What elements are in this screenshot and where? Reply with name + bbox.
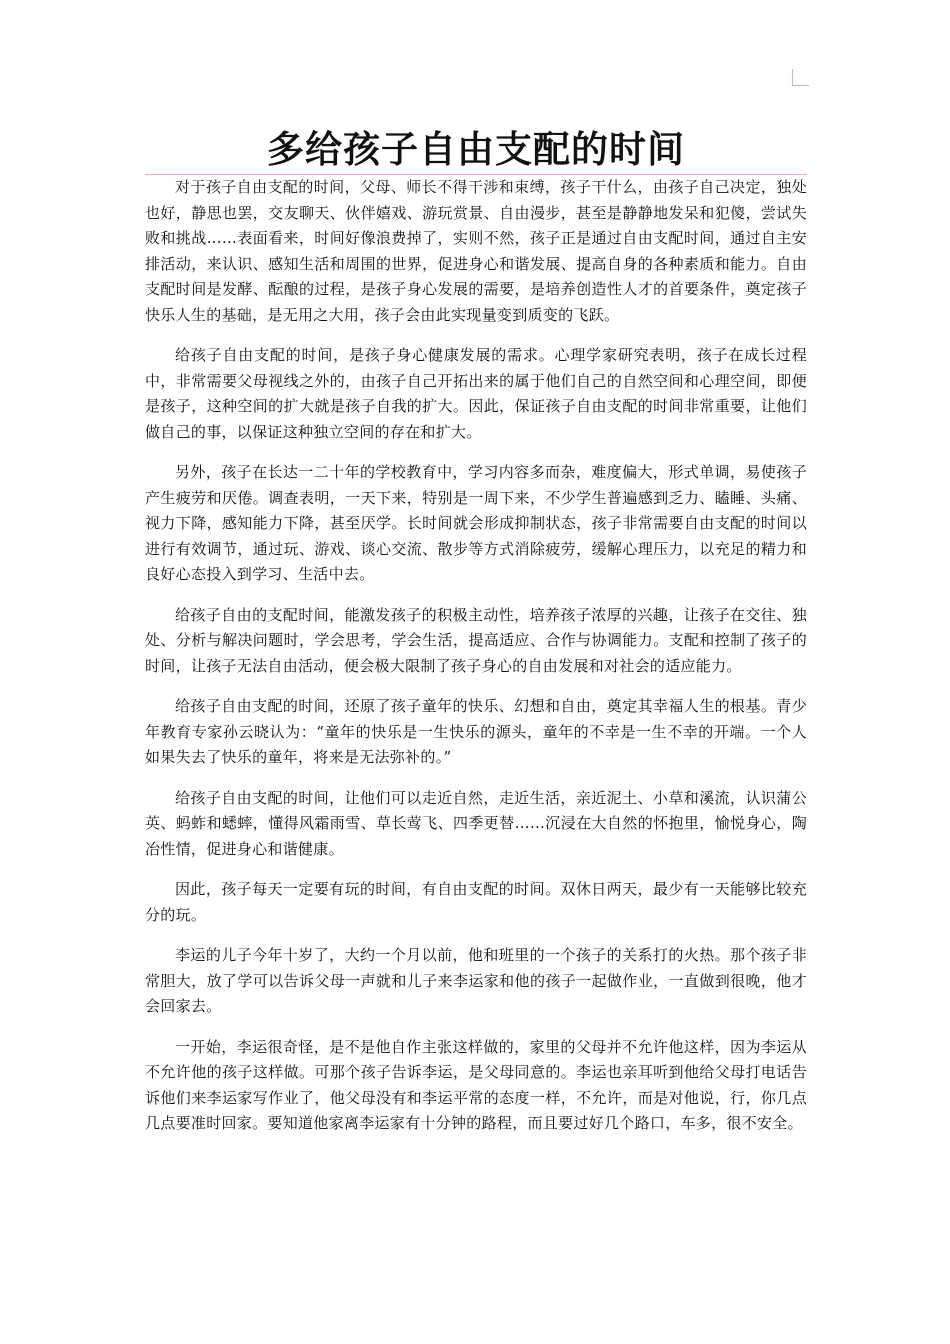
paragraph: 李运的儿子今年十岁了，大约一个月以前，他和班里的一个孩子的关系打的火热。那个孩子非常胆大，放了学可以告诉父母一声就和儿子来李运家和他的孩子一起做作业，一直做到很晚，他才会回家去。 (145, 946, 807, 1015)
paragraph: 另外，孩子在长达一二十年的学校教育中，学习内容多而杂，难度偏大，形式单调，易使孩子产生疲劳和厌倦。调查表明，一天下来，特别是一周下来，不少学生普遍感到乏力、瞌睡、头痛、视力下降，感知能力下降，甚至厌学。长时间就会形成抑制状态，孩子非常需要自由支配的时间以进行有效调节，通过玩、游戏、谈心交流、散步等方式消除疲劳，缓解心理压力，以充足的精力和良好心态投入到学习、生活中去。 (145, 463, 807, 583)
document-body (145, 175, 807, 1152)
margin-corner-mark (792, 69, 809, 86)
paragraph: 给孩子自由的支配时间，能激发孩子的积极主动性，培养孩子浓厚的兴趣，让孩子在交往、独处、分析与解决问题时，学会思考，学会生活，提高适应、合作与协调能力。支配和控制了孩子的时间，让孩子无法自由活动，便会极大限制了孩子身心的自由发展和对社会的适应能力。 (145, 605, 807, 675)
paragraph: 给孩子自由支配的时间，还原了孩子童年的快乐、幻想和自由，奠定其幸福人生的根基。青少年教育专家孙云晓认为：“童年的快乐是一生快乐的源头，童年的不幸是一生不幸的开端。一个人如果失去了快乐的童年，将来是无法弥补的。” (145, 697, 807, 766)
paragraph: 给孩子自由支配的时间，是孩子身心健康发展的需求。心理学家研究表明，孩子在成长过程中，非常需要父母视线之外的，由孩子自己开拓出来的属于他们自己的自然空间和心理空间，即便是孩子，这种空间的扩大就是孩子自我的扩大。因此，保证孩子自由支配的时间非常重要，让他们做自己的事，以保证这种独立空间的存在和扩大。 (145, 346, 807, 441)
paragraph: 因此，孩子每天一定要有玩的时间，有自由支配的时间。双休日两天，最少有一天能够比较充分的玩。 (145, 880, 807, 924)
paragraph: 给孩子自由支配的时间，让他们可以走近自然，走近生活，亲近泥土、小草和溪流，认识蒲公英、蚂蚱和蟋蟀，懂得风霜雨雪、草长莺飞、四季更替……沉浸在大自然的怀抱里，愉悦身心，陶冶性情，促进身心和谐健康。 (145, 788, 807, 858)
paragraph: 对于孩子自由支配的时间，父母、师长不得干涉和束缚，孩子干什么，由孩子自己决定，独处也好，静思也罢，交友聊天、伙伴嬉戏、游玩赏景、自由漫步，甚至是静静地发呆和犯傻，尝试失败和挑战……表面看来，时间好像浪费掉了，实则不然，孩子正是通过自由支配时间，通过自主安排活动，来认识、感知生活和周围的世界，促进身心和谐发展、提高自身的各种素质和能力。自由支配时间是发酵、酝酿的过程，是孩子身心发展的需要，是培养创造性人才的首要条件，奠定孩子快乐人生的基础，是无用之大用，孩子会由此实现量变到质变的飞跃。 (145, 178, 807, 324)
paragraph: 一开始，李运很奇怪，是不是他自作主张这样做的，家里的父母并不允许他这样，因为李运从不允许他的孩子这样做。可那个孩子告诉李运，是父母同意的。李运也亲耳听到他给父母打电话告诉他们来李运家写作业了，他父母没有和李运平常的态度一样，不允许，而是对他说，行，你几点几点要准时回家。要知道他家离李运家有十分钟的路程，而且要过好几个路口，车多，很不安全。 (145, 1037, 807, 1132)
document-title: 多给孩子自由支配的时间 (267, 128, 685, 171)
